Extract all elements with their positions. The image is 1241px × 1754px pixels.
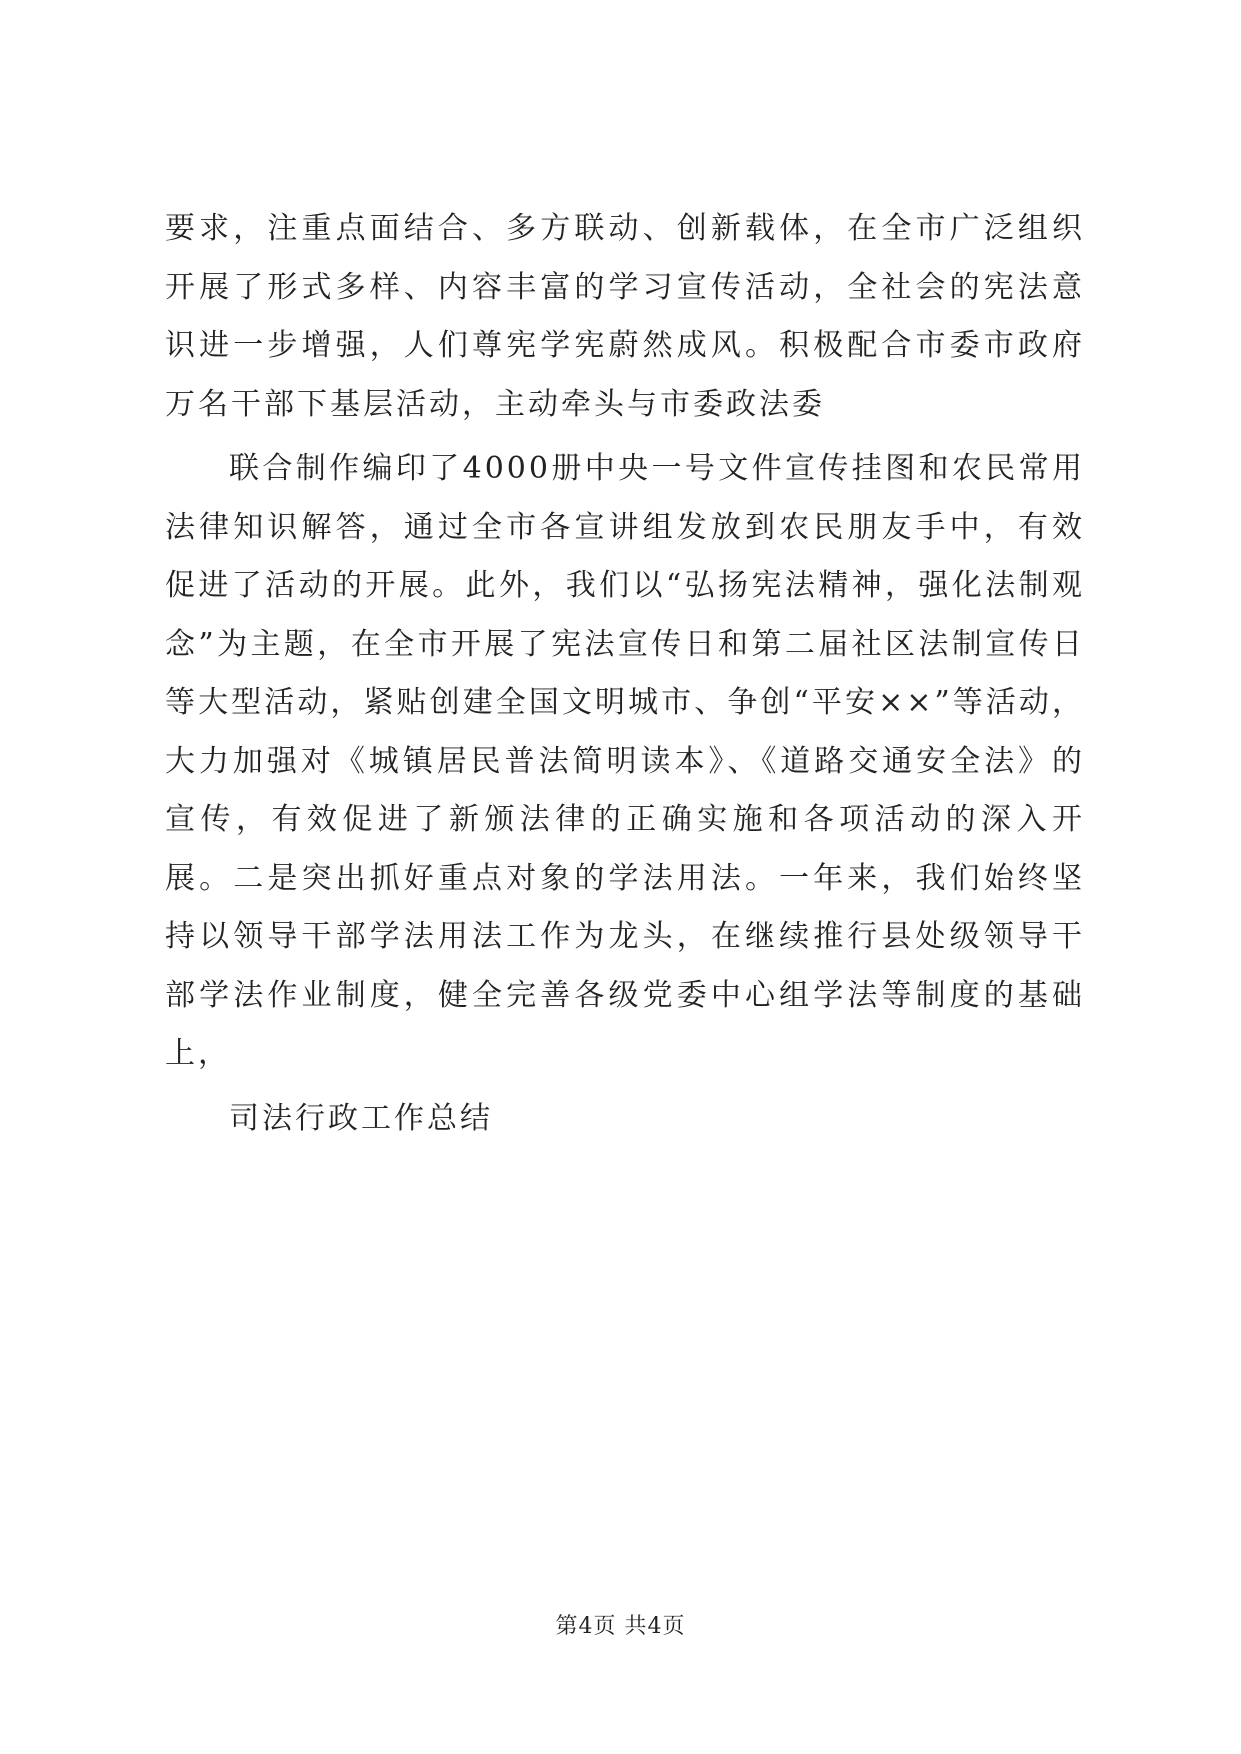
paragraph-title-line: 司法行政工作总结 — [229, 1100, 493, 1136]
page-number-footer: 第4页 共4页 — [555, 1614, 686, 1639]
paragraph-main: 联合制作编印了4000册中央一号文件宣传挂图和农民常用法律知识解答，通过全市各宣讲组发放到农民朋友手中，有效促进了活动的开展。此外，我们以“弘扬宪法精神，强化法制观念”为主题，在全市开展了宪法宣传日和第二届社区法制宣传日等大型活动，紧贴创建全国文明城市、争创“平安××”等活动，大力加强对《城镇居民普法简明读本》、《道路交通安全法》的宣传，有效促进了新颁法律的正确实施和各项活动的深入开展。二是突出抓好重点对象的学法用法。一年来，我们始终坚持以领导干部学法用法工作为龙头，在继续推行县处级领导干部学法作业制度，健全完善各级党委中心组学法等制度的基础上， — [165, 451, 1085, 1071]
paragraph-continuation: 要求，注重点面结合、多方联动、创新载体，在全市广泛组织开展了形式多样、内容丰富的学习宣传活动，全社会的宪法意识进一步增强，人们尊宪学宪蔚然成风。积极配合市委市政府万名干部下基层活动，主动牵头与市委政法委 — [165, 211, 1085, 422]
document-body — [165, 200, 1085, 1148]
